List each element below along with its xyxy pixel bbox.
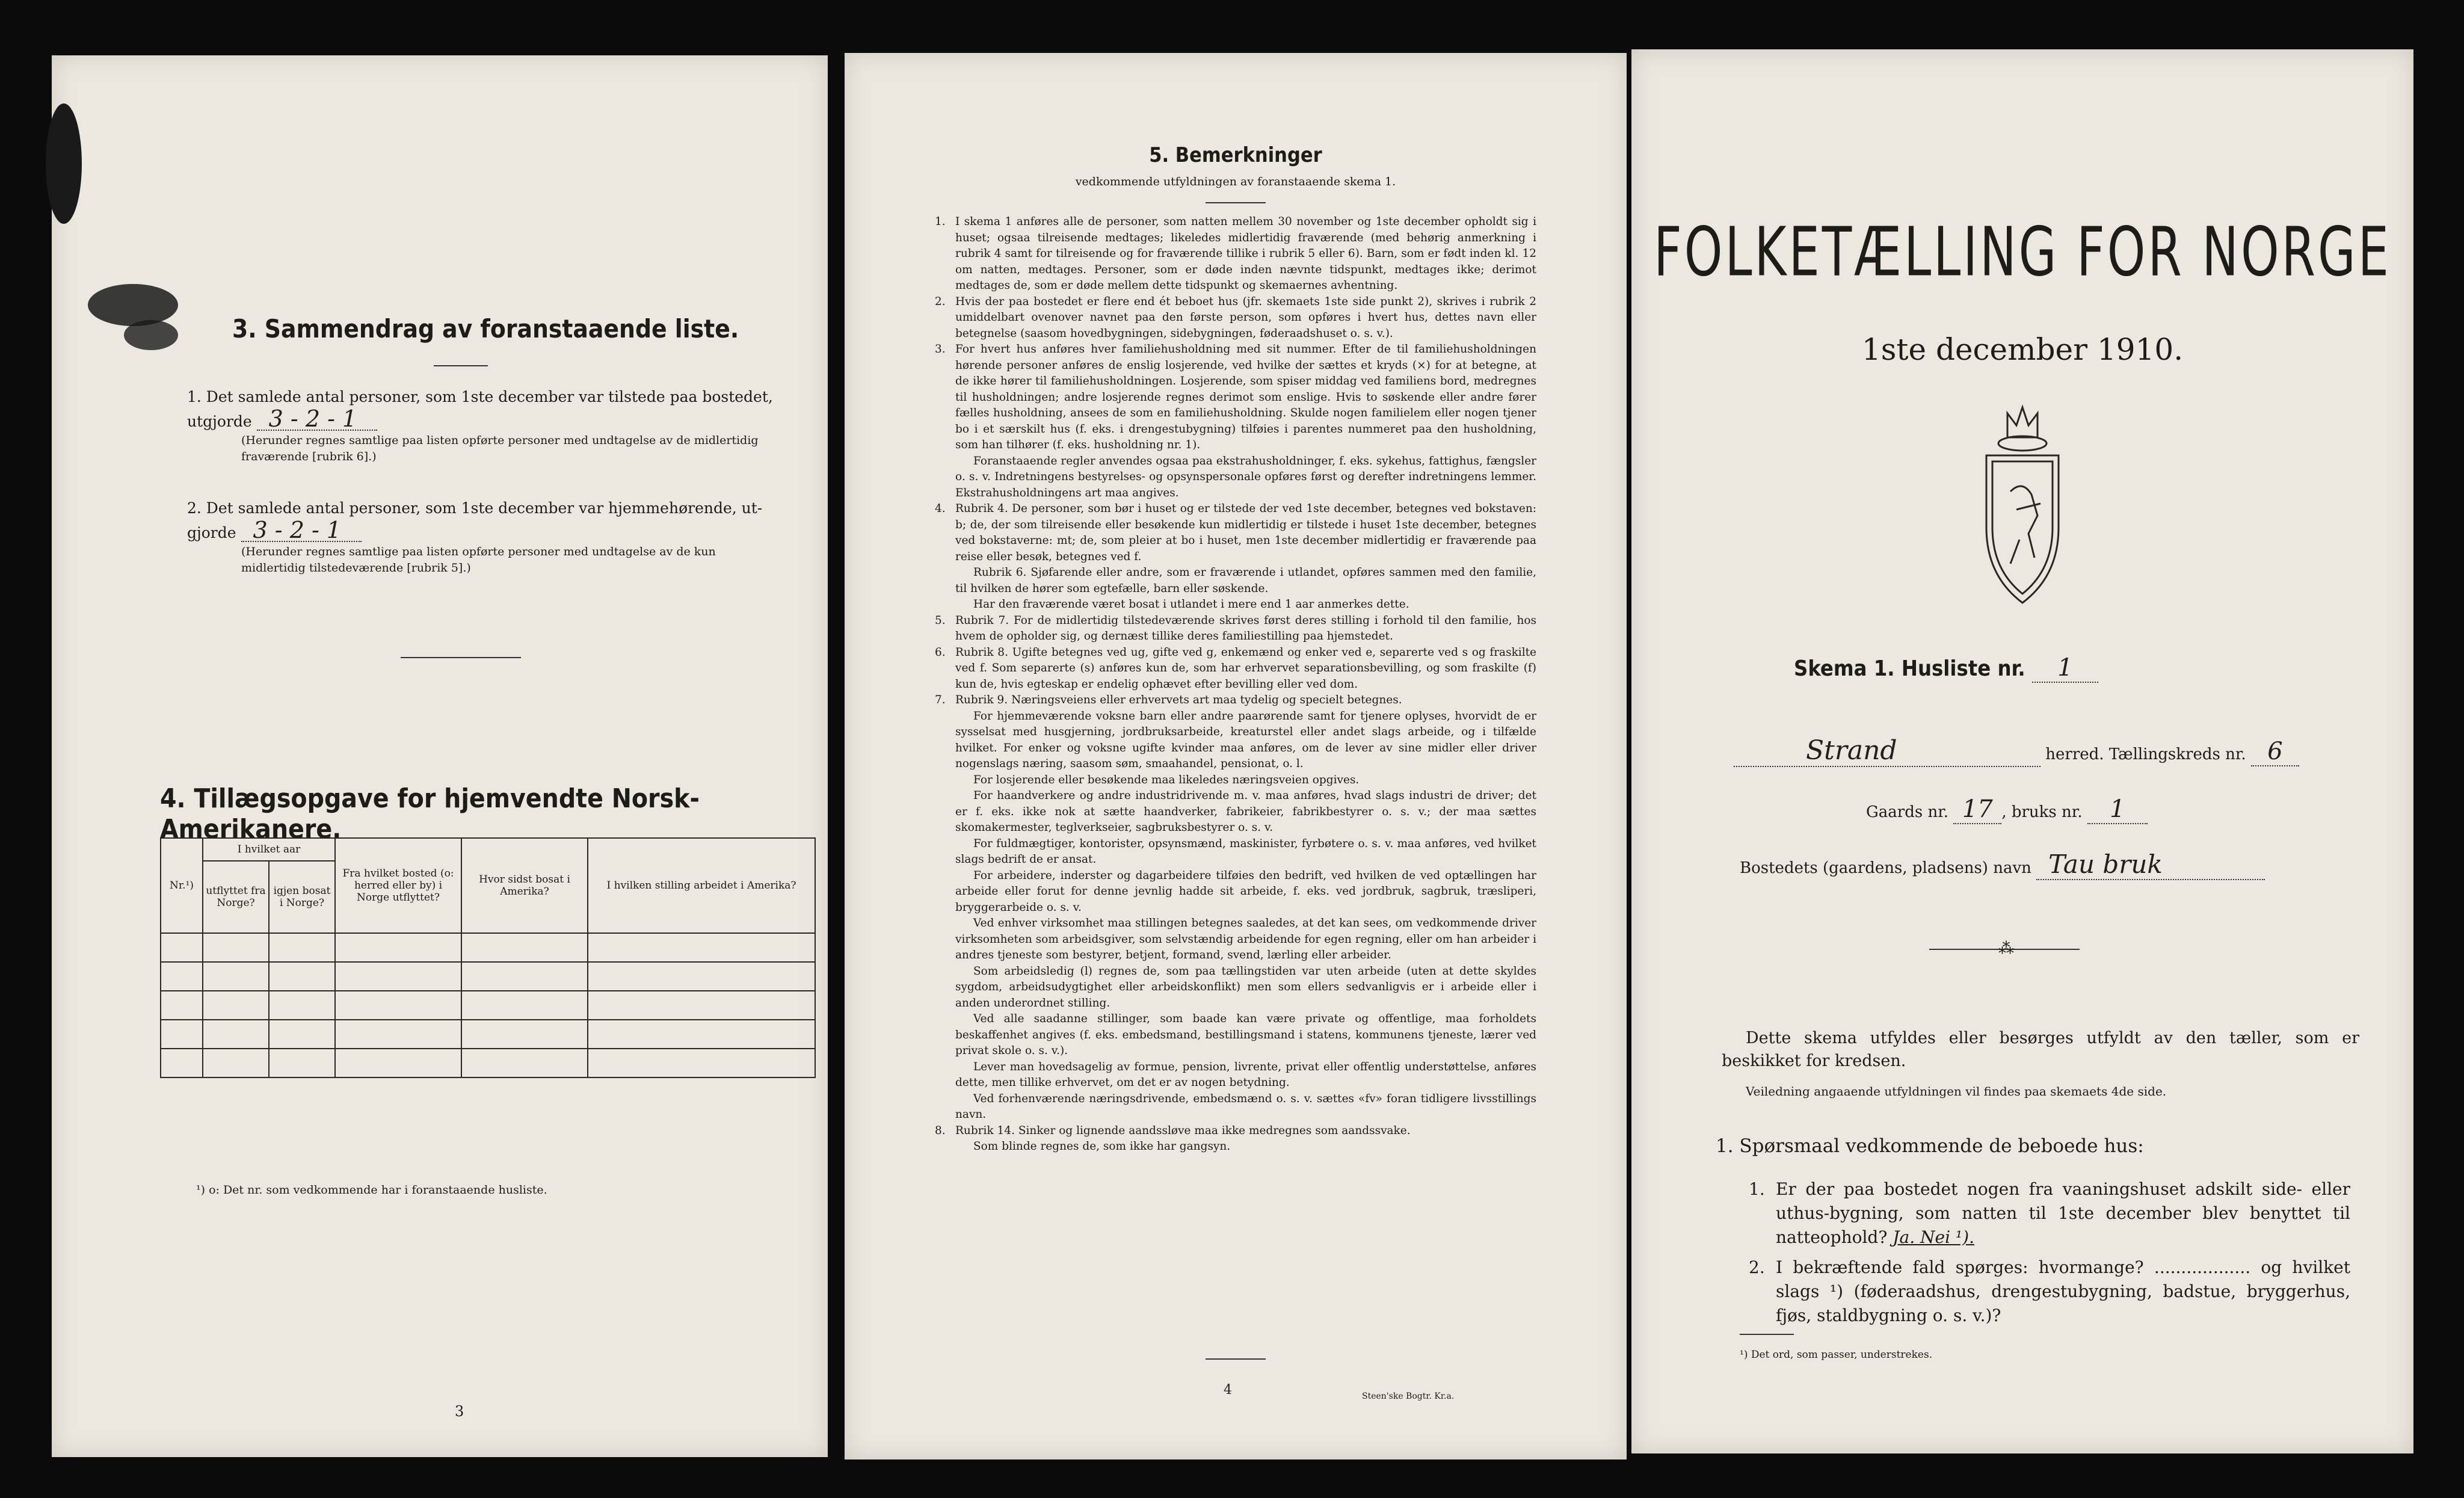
remark-number: 8. bbox=[935, 1124, 946, 1137]
ornament-icon: ⁂ bbox=[1998, 940, 2014, 958]
table-cell bbox=[269, 991, 335, 1020]
remark-paragraph bbox=[935, 454, 1536, 502]
item1-value: 3 - 2 - 1 bbox=[257, 408, 377, 431]
table-cell bbox=[588, 1049, 815, 1077]
gaards-label: Gaards nr. bbox=[1866, 803, 1949, 821]
remark-text: Rubrik 6. Sjøfarende eller andre, som er fraværende i utlandet, opføres sammen med den familie, til hvilken de hører som egtefælle, barn eller søskende. bbox=[955, 566, 1536, 595]
main-title: FOLKETÆLLING FOR NORGE bbox=[1654, 212, 2391, 292]
remark-number bbox=[935, 868, 955, 916]
remark-text: For arbeidere, inderster og dagarbeidere tilføies den bedrift, ved hvilken de ved optællingen har arbeide eller forut for denne jevnlig hadde sit arbeide, f. eks. ved jordbruk, sagbruk, træsliperi, bryggerarbeide o. s. v. bbox=[955, 869, 1536, 914]
col-nr: Nr.¹) bbox=[161, 838, 203, 933]
bosted-label: Bostedets (gaardens, pladsens) navn bbox=[1740, 859, 2031, 877]
table-cell bbox=[203, 1049, 269, 1077]
table-cell bbox=[203, 1020, 269, 1049]
col-utflyttet: utflyttet fra Norge? bbox=[203, 861, 269, 933]
remark-number bbox=[935, 565, 955, 597]
remark-paragraph bbox=[935, 1011, 1536, 1059]
table-cell bbox=[203, 962, 269, 991]
remark-paragraph bbox=[935, 836, 1536, 868]
remark-text: Foranstaaende regler anvendes ogsaa paa ekstrahusholdninger, f. eks. sykehus, fattighus, fængsler o. s. v. Indretningens bestyrelses- og opsynspersonale opføres først og derefter indretningens lemmer. Ekstrahusholdningens art maa angives. bbox=[955, 454, 1536, 499]
remark-number: 5. bbox=[935, 614, 946, 627]
item2-note: (Herunder regnes samtlige paa listen opførte personer med undtagelse av de kun midlertidig tilstedeværende [rubrik 5].) bbox=[241, 545, 716, 575]
table-cell bbox=[269, 1020, 335, 1049]
table-cell bbox=[335, 1049, 461, 1077]
divider bbox=[401, 657, 521, 658]
remark-text: Har den fraværende været bosat i utlandet i mere end 1 aar anmerkes dette. bbox=[973, 598, 1409, 611]
col-amerika-bosat: Hvor sidst bosat i Amerika? bbox=[461, 838, 588, 933]
remark-paragraph bbox=[935, 772, 1536, 789]
remark-text: Rubrik 9. Næringsveiens eller erhvervets art maa tydelig og specielt betegnes. bbox=[955, 694, 1402, 706]
remark-number: 6. bbox=[935, 646, 946, 659]
remark-text: Rubrik 8. Ugifte betegnes ved ug, gifte ved g, enkemænd og enker ved e, separerte ved s og fraskilte ved f. Som separerte (s) anføres kun de, som har erhvervet separationsbevilling, og som fraskilte (f) kun de, hvis egteskap er endelig ophævet efter bevilling eller ved dom. bbox=[955, 646, 1536, 691]
table-cell bbox=[269, 962, 335, 991]
bosted-line bbox=[1740, 849, 2265, 880]
remark-number bbox=[935, 836, 955, 868]
remark-paragraph bbox=[935, 501, 1536, 565]
right-footnote: ¹) Det ord, som passer, understrekes. bbox=[1740, 1349, 1933, 1361]
remarks-list bbox=[935, 214, 1536, 1155]
remark-paragraph bbox=[935, 613, 1536, 645]
summary-item-1 bbox=[187, 386, 783, 465]
table-cell bbox=[161, 962, 203, 991]
printer-mark: Steen'ske Bogtr. Kr.a. bbox=[1362, 1392, 1455, 1401]
table-cell bbox=[461, 962, 588, 991]
herred-line bbox=[1734, 735, 2395, 767]
remark-paragraph bbox=[935, 597, 1536, 613]
ink-stain bbox=[88, 284, 178, 326]
husliste-nr-value: 1 bbox=[2032, 654, 2098, 683]
remark-number bbox=[935, 1139, 955, 1155]
remark-paragraph bbox=[935, 342, 1536, 454]
table-cell bbox=[588, 962, 815, 991]
remark-number bbox=[935, 772, 955, 789]
census-date: 1ste december 1910. bbox=[1861, 332, 2184, 367]
table-cell bbox=[588, 991, 815, 1020]
item1-prefix: utgjorde bbox=[187, 413, 252, 430]
remark-text: I skema 1 anføres alle de personer, som natten mellem 30 november og 1ste december opholdt sig i huset; ogsaa tilreisende medtages; likeledes midlertidig fraværende (med behørig anmerkning i rubrik 4 samt for tilreisende og for fraværende tillike i rubrik 5 eller 6). Barn, som er født inden kl. 12 om natten, medtages. Personer, som er døde inden nævnte tidspunkt, medtages ikke; derimot medtages de, som er døde mellem dette tidspunkt og skemaernes avhentning. bbox=[955, 215, 1536, 292]
remark-text: Rubrik 4. De personer, som bør i huset og er tilstede der ved 1ste december, betegnes ved bokstaven: b; de, der som tilreisende eller besøkende kun midlertidig er tilstede i huset 1ste december, betegnes ved bokstaverne: mt; de, som pleier at bo i huset, men 1ste december midlertidig er fraværende paa reise eller besøk, betegnes ved f. bbox=[955, 502, 1536, 563]
remark-number bbox=[935, 1059, 955, 1091]
question-2 bbox=[1749, 1256, 2350, 1328]
remark-number bbox=[935, 1091, 955, 1123]
remark-paragraph bbox=[935, 916, 1536, 964]
remark-text: Ved enhver virksomhet maa stillingen betegnes saaledes, at det kan sees, om vedkommende driver virksomheten som arbeidsgiver, som selvstændig arbeidende for egen regning, eller om han arbeider i andres tjeneste som bestyrer, betjent, formand, svend, lærling eller arbeider. bbox=[955, 917, 1536, 961]
remark-number bbox=[935, 1011, 955, 1059]
table-cell bbox=[161, 1049, 203, 1077]
remark-paragraph bbox=[935, 1123, 1536, 1139]
gaards-line bbox=[1866, 795, 2148, 824]
col-group: I hvilket aar bbox=[203, 838, 335, 861]
kreds-value: 6 bbox=[2251, 738, 2299, 766]
right-page bbox=[1631, 49, 2413, 1453]
remark-paragraph bbox=[935, 294, 1536, 342]
remark-text: Rubrik 14. Sinker og lignende aandssløve maa ikke medregnes som aandssvake. bbox=[955, 1124, 1411, 1137]
col-igjen-bosat: igjen bosat i Norge? bbox=[269, 861, 335, 933]
section3-title: 3. Sammendrag av foranstaaende liste. bbox=[232, 314, 739, 344]
ink-stain bbox=[124, 320, 178, 350]
remark-number: 3. bbox=[935, 343, 946, 356]
remark-number: 2. bbox=[935, 295, 946, 308]
remark-paragraph bbox=[935, 709, 1536, 772]
col-stilling: I hvilken stilling arbeidet i Amerika? bbox=[588, 838, 815, 933]
summary-item-2 bbox=[187, 498, 783, 576]
remark-number: 7. bbox=[935, 694, 946, 706]
divider bbox=[434, 365, 488, 366]
bruks-label: , bruks nr. bbox=[2001, 803, 2083, 821]
remark-text: Hvis der paa bostedet er flere end ét beboet hus (jfr. skemaets 1ste side punkt 2), skrives i rubrik 2 umiddelbart ovenover navnet paa den første person, som opføres i hvert hus, dettes navn eller betegnelse (saasom hovedbygningen, sidebygningen, føderaadshuset o. s. v.). bbox=[955, 295, 1536, 340]
instruction-2: Veiledning angaaende utfyldningen vil findes paa skemaets 4de side. bbox=[1746, 1084, 2167, 1099]
bosted-value: Tau bruk bbox=[2036, 849, 2265, 880]
remark-text: Som blinde regnes de, som ikke har gangsyn. bbox=[973, 1140, 1231, 1153]
middle-page bbox=[845, 53, 1627, 1459]
remark-number bbox=[935, 916, 955, 964]
q1-text: Er der paa bostedet nogen fra vaaningshuset adskilt side- eller uthus-bygning, som natten til 1ste december blev benyttet til natteophold? bbox=[1776, 1179, 2350, 1247]
remark-paragraph bbox=[935, 565, 1536, 597]
norway-coat-of-arms-icon bbox=[1974, 395, 2071, 612]
table-cell bbox=[461, 1049, 588, 1077]
q1-num: 1. bbox=[1749, 1179, 1765, 1199]
table-cell bbox=[461, 991, 588, 1020]
remark-number bbox=[935, 709, 955, 772]
remark-text: Lever man hovedsagelig av formue, pension, livrente, privat eller offentlig understøttelse, anføres dette, men tillike erhvervet, om det er av nogen betydning. bbox=[955, 1060, 1536, 1089]
remark-text: For losjerende eller besøkende maa likeledes næringsveien opgives. bbox=[973, 773, 1360, 786]
section4-title: 4. Tillægsopgave for hjemvendte Norsk-Amerikanere. bbox=[160, 783, 700, 845]
skema-label: Skema 1. Husliste nr. bbox=[1794, 656, 2025, 681]
remark-text: Rubrik 7. For de midlertidig tilstedeværende skrives først deres stilling i forhold til den familie, hos hvem de opholder sig, og dernæst tillike deres familiestilling paa hjemstedet. bbox=[955, 614, 1536, 643]
herred-label: herred. bbox=[2045, 745, 2104, 763]
remark-text: For hjemmeværende voksne barn eller andre paarørende samt for tjenere oplyses, hvorvidt de er sysselsat med husgjerning, jordbruksarbeide, kreaturstel eller andet slags arbeide, og i tilfælde hvilket. For enker og voksne ugifte kvinder maa anføres, om de lever av sine midler eller driver nogenslags næring, saasom søm, smaahandel, pensionat, o. l. bbox=[955, 709, 1536, 770]
item1-note: (Herunder regnes samtlige paa listen opførte personer med undtagelse av de midlertidig fraværende [rubrik 6].) bbox=[241, 434, 759, 463]
divider bbox=[1206, 1358, 1266, 1360]
remarks-subtitle: vedkommende utfyldningen av foranstaaende skema 1. bbox=[1075, 175, 1396, 188]
remark-text: Ved forhenværende næringsdrivende, embedsmænd o. s. v. sættes «fv» foran tidligere livsstillings navn. bbox=[955, 1092, 1536, 1121]
table-footnote: ¹) o: Det nr. som vedkommende har i foranstaaende husliste. bbox=[196, 1183, 547, 1197]
table-cell bbox=[335, 962, 461, 991]
remark-paragraph bbox=[935, 214, 1536, 294]
table-cell bbox=[161, 933, 203, 962]
left-page bbox=[52, 55, 828, 1457]
remark-text: For hvert hus anføres hver familiehusholdning med sit nummer. Efter de til familiehusholdningen hørende personer anføres de enslig losjerende, ved hvilke der sættes et kryds (×) for at betegne, at de ikke hører til familiehusholdningen. Losjerende, som spiser middag ved familiens bord, medregnes til husholdningen; andre losjerende regnes derimot som enslige. Hvis to søskende eller andre fører fælles husholdning, ansees de som en familiehusholdning. Skulde nogen familielem eller nogen tjener bo i et særskilt hus (f. eks. i drengestubygning) tilføies i parentes nummeret paa den husholdning, som han tilhører (f. eks. husholdning nr. 1). bbox=[955, 343, 1536, 451]
remark-text: Ved alle saadanne stillinger, som baade kan være private og offentlige, maa forholdets beskaffenhet angives (f. eks. embedsmand, bestillingsmand i statens, kommunens tjeneste, lærer ved privat skole o. s. v.). bbox=[955, 1013, 1536, 1057]
table-cell bbox=[161, 1020, 203, 1049]
table-cell bbox=[335, 1020, 461, 1049]
table-cell bbox=[269, 1049, 335, 1077]
remark-paragraph bbox=[935, 788, 1536, 836]
remark-text: For fuldmægtiger, kontorister, opsynsmænd, maskinister, fyrbøtere o. s. v. maa anføres, ved hvilket slags bedrift de er ansat. bbox=[955, 837, 1536, 866]
table-cell bbox=[335, 933, 461, 962]
table-cell bbox=[203, 991, 269, 1020]
table-cell bbox=[269, 933, 335, 962]
item2-text: 2. Det samlede antal personer, som 1ste december var hjemmehørende, ut- bbox=[187, 499, 763, 517]
table-cell bbox=[161, 991, 203, 1020]
skema-line bbox=[1794, 654, 2098, 683]
remark-paragraph bbox=[935, 1091, 1536, 1123]
question-heading: 1. Spørsmaal vedkommende de beboede hus: bbox=[1716, 1135, 2144, 1157]
remark-text: For haandverkere og andre industridrivende m. v. maa anføres, hvad slags industri de driver; det er f. eks. ikke nok at sætte haandverker, fabrikeier, fabrikbestyrer o. s. v.; der maa sættes skomakermester, teglverkseier, sagbruksbestyrer o. s. v. bbox=[955, 789, 1536, 834]
table-cell bbox=[203, 933, 269, 962]
remark-paragraph bbox=[935, 868, 1536, 916]
col-fra-bosted: Fra hvilket bosted (o: herred eller by) i Norge utflyttet? bbox=[335, 838, 461, 933]
remark-paragraph bbox=[935, 692, 1536, 709]
q2-num: 2. bbox=[1749, 1257, 1765, 1277]
herred-value: Strand bbox=[1734, 735, 2040, 767]
ink-stain bbox=[46, 103, 82, 224]
remark-paragraph bbox=[935, 964, 1536, 1012]
table-cell bbox=[588, 933, 815, 962]
q1-answer: Ja. Nei ¹). bbox=[1893, 1227, 1974, 1247]
item1-text: 1. Det samlede antal personer, som 1ste december var tilstede paa bostedet, bbox=[187, 388, 773, 405]
item2-value: 3 - 2 - 1 bbox=[241, 519, 362, 542]
remark-paragraph bbox=[935, 1059, 1536, 1091]
remark-paragraph bbox=[935, 645, 1536, 693]
kreds-label: Tællingskreds nr. bbox=[2108, 745, 2246, 763]
page-number: 4 bbox=[1224, 1382, 1232, 1398]
item2-prefix: gjorde bbox=[187, 524, 236, 541]
gaards-value: 17 bbox=[1953, 795, 2001, 824]
remark-number bbox=[935, 788, 955, 836]
divider bbox=[1740, 1334, 1794, 1335]
table-cell bbox=[461, 1020, 588, 1049]
remark-number: 1. bbox=[935, 215, 946, 228]
bruks-value: 1 bbox=[2087, 795, 2148, 824]
q2-text: I bekræftende fald spørges: hvormange? .................. og hvilket slags ¹) (føderaadshus, drengestubygning, badstue, bryggerhus, fjøs, staldbygning o. s. v.)? bbox=[1776, 1257, 2350, 1325]
remark-number bbox=[935, 454, 955, 502]
question-1 bbox=[1749, 1177, 2350, 1250]
remark-text: Som arbeidsledig (l) regnes de, som paa tællingstiden var uten arbeide (uten at dette skyldes sygdom, arbeidsudygtighet eller arbeidskonflikt) men som ellers sedvanligvis er i arbeide eller i anden underordnet stilling. bbox=[955, 964, 1536, 1009]
table-cell bbox=[461, 933, 588, 962]
remarks-title: 5. Bemerkninger bbox=[1149, 143, 1322, 167]
remark-number bbox=[935, 597, 955, 613]
remark-paragraph bbox=[935, 1139, 1536, 1155]
norsk-amerikanere-table bbox=[160, 837, 816, 1078]
table-cell bbox=[335, 991, 461, 1020]
instruction-1: Dette skema utfyldes eller besørges utfyldt av den tæller, som er beskikket for kredsen. bbox=[1722, 1029, 2359, 1070]
table-cell bbox=[588, 1020, 815, 1049]
remark-number: 4. bbox=[935, 502, 946, 515]
remark-number bbox=[935, 964, 955, 1012]
page-number: 3 bbox=[455, 1403, 464, 1420]
divider bbox=[1206, 202, 1266, 203]
